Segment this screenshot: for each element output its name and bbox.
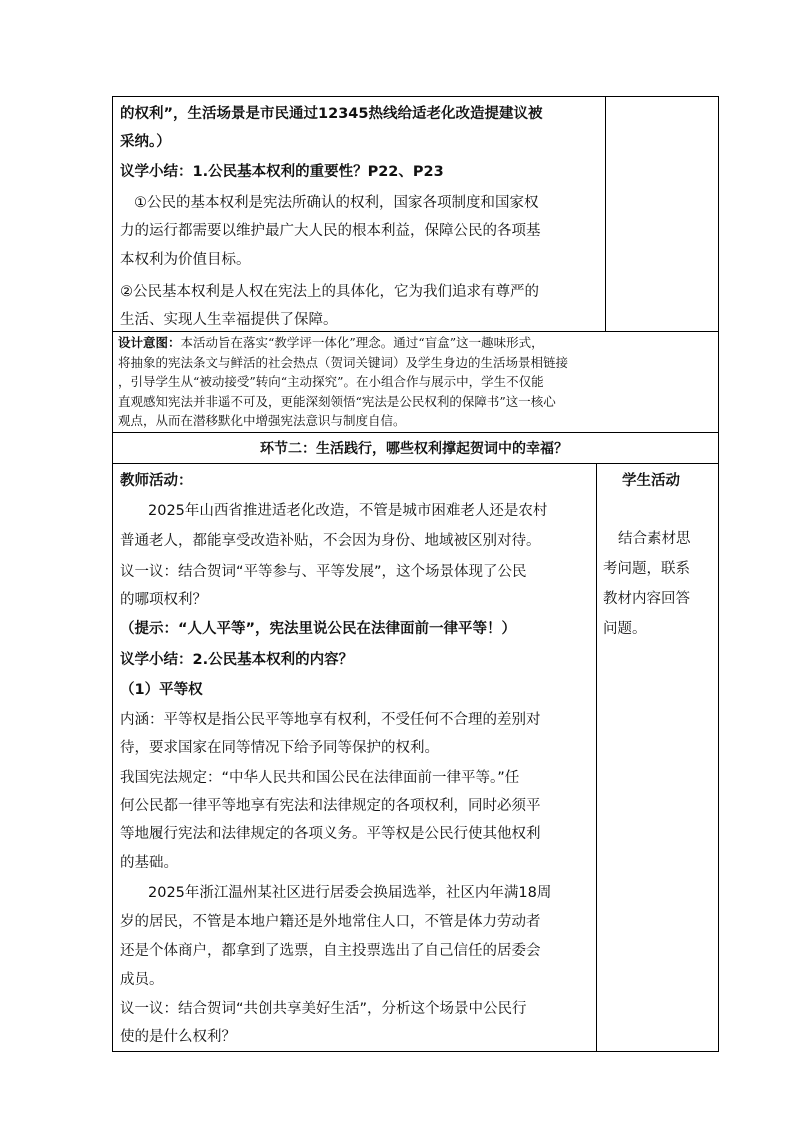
discuss1-line-2: 的哪项权利？ [120, 592, 207, 608]
case-line-4: 成员。 [120, 972, 164, 988]
design-intent-line-3: ，引导学生从“被动接受”转向“主动探究”。在小组合作与展示中，学生不仅能 [118, 374, 544, 389]
para1-line-2: 普通老人，都能享受改造补贴，不会因为身份、地域被区别对待。 [120, 533, 541, 549]
continued-text-line-1: 的权利”，生活场景是市民通过12345热线给适老化改造提建议被 [120, 106, 543, 122]
hint-text: （提示：“人人平等”，宪法里说公民在法律面前一律平等！） [120, 621, 517, 637]
point2-line-2: 生活、实现人生幸福提供了保障。 [120, 312, 338, 328]
design-intent-line-4: 直观感知宪法并非遥不可及，更能深刻领悟“宪法是公民权利的保障书”这一核心 [118, 394, 556, 409]
continued-text-line-2: 采纳。） [120, 134, 171, 150]
law-line-4: 的基础。 [120, 855, 178, 871]
student-line-1: 结合素材思 [618, 531, 691, 547]
design-intent-line-1 [118, 333, 544, 353]
connotation-line-1: 内涵：平等权是指公民平等地享有权利，不受任何不合理的差别对 [120, 712, 541, 728]
point2-line-1: ②公民基本权利是人权在宪法上的具体化，它为我们追求有尊严的 [120, 284, 539, 300]
discuss2-line-1: 议一议：结合贺词“共创共享美好生活”，分析这个场景中公民行 [120, 1001, 527, 1017]
design-intent-label: 设计意图： [118, 335, 181, 350]
teacher-activity-heading: 教师活动： [120, 473, 193, 489]
section-2-title: 环节二：生活践行，哪些权利撑起贺词中的幸福？ [260, 441, 568, 457]
point1-line-3: 本权利为价值目标。 [120, 252, 251, 268]
discuss1-line-1: 议一议：结合贺词“平等参与、平等发展”，这个场景体现了公民 [120, 564, 527, 580]
summary-title-2: 议学小结：2.公民基本权利的内容？ [120, 652, 354, 668]
design-intent-text-1: 本活动旨在落实“教学评一体化”理念。通过“盲盒”这一趣味形式， [180, 335, 544, 350]
summary-title-1: 议学小结：1.公民基本权利的重要性？P22、P23 [120, 164, 444, 180]
student-line-4: 问题。 [603, 621, 647, 637]
law-line-3: 等地履行宪法和法律规定的各项义务。平等权是公民行使其他权利 [120, 826, 541, 842]
student-activity-heading: 学生活动 [622, 473, 680, 489]
subheading-equality-right: （1）平等权 [120, 682, 203, 698]
student-line-3: 教材内容回答 [603, 591, 690, 607]
table-border-bottom [112, 1051, 719, 1052]
design-intent-line-5: 观点，从而在潜移默化中增强宪法意识与制度自信。 [118, 413, 406, 428]
student-line-2: 考问题，联系 [603, 561, 690, 577]
table-border-top [112, 96, 719, 97]
connotation-line-2: 待，要求国家在同等情况下给予同等保护的权利。 [120, 740, 439, 756]
row-divider-activities [112, 463, 719, 464]
law-line-2: 何公民都一律平等地享有宪法和法律规定的各项权利，同时必须平 [120, 798, 541, 814]
row-divider-section [112, 432, 719, 433]
law-line-1: 我国宪法规定：“中华人民共和国公民在法律面前一律平等。”任 [120, 770, 520, 786]
case-line-3: 还是个体商户，都拿到了选票，自主投票选出了自己信任的居委会 [120, 943, 541, 959]
case-line-2: 岁的居民，不管是本地户籍还是外地常住人口，不管是体力劳动者 [120, 914, 541, 930]
design-intent-line-2: 将抽象的宪法条文与鲜活的社会热点（贺词关键词）及学生身边的生活场景相链接 [118, 355, 569, 370]
point1-line-1: ①公民的基本权利是宪法所确认的权利，国家各项制度和国家权 [134, 195, 539, 211]
column-divider-top [605, 96, 606, 332]
table-border-right [718, 96, 719, 1052]
column-divider-bottom [596, 463, 597, 1052]
point1-line-2: 力的运行都需要以维护最广大人民的根本利益，保障公民的各项基 [120, 223, 541, 239]
case-line-1: 2025年浙江温州某社区进行居委会换届选举，社区内年满18周 [148, 885, 552, 901]
discuss2-line-2: 使的是什么权利？ [120, 1029, 236, 1045]
table-border-left [112, 96, 113, 1052]
para1-line-1: 2025年山西省推进适老化改造，不管是城市困难老人还是农村 [148, 503, 548, 519]
